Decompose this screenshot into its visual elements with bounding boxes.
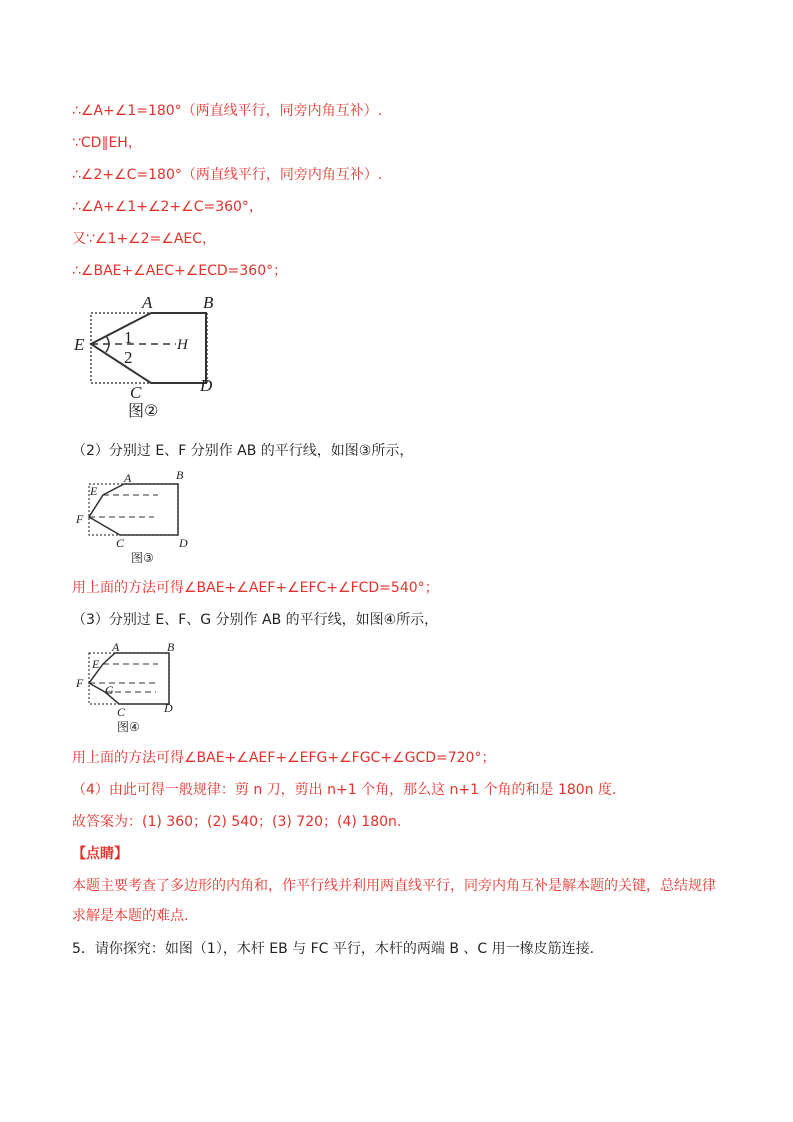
- fig2-label-E: E: [74, 335, 85, 354]
- fig2-label-C: C: [130, 383, 142, 402]
- part-4-text: （4）由此可得一般规律：剪 n 刀，剪出 n+1 个角，那么这 n+1 个角的和是 180n 度.: [72, 782, 617, 798]
- fig2-label-1: 1: [124, 328, 133, 347]
- fig3-label-D: D: [179, 536, 188, 550]
- fig2-label-D: D: [200, 376, 213, 395]
- part-2-text: （2）分别过 E、F 分别作 AB 的平行线，如图③所示，: [72, 443, 414, 459]
- fig3-label-F: F: [76, 512, 84, 526]
- part-3-result: 用上面的方法可得∠BAE+∠AEF+∠EFG+∠FGC+∠GCD=720°；: [72, 750, 496, 766]
- proof-line-1: ∴∠A+∠1=180°（两直线平行，同旁内角互补）.: [72, 103, 383, 119]
- part-2-result: 用上面的方法可得∠BAE+∠AEF+∠EFC+∠FCD=540°；: [72, 580, 439, 596]
- question-5: 5．请你探究：如图（1），木杆 EB 与 FC 平行，木杆的两端 B 、C 用一橡皮筋连接.: [72, 941, 595, 957]
- fig4-label-D: D: [164, 701, 173, 715]
- fig3-dotted-frame: [89, 484, 178, 535]
- fig4-dotted-frame: [89, 653, 169, 704]
- fig2-caption: 图②: [128, 401, 159, 420]
- fig4-polygon: [89, 653, 169, 704]
- commentary-line-1: 本题主要考查了多边形的内角和，作平行线并利用两直线平行，同旁内角互补是解本题的关键，总结规律: [72, 878, 716, 894]
- fig4-label-B: B: [167, 640, 175, 654]
- fig2-label-B: B: [203, 293, 214, 312]
- proof-line-4: ∴∠A+∠1+∠2+∠C=360°，: [72, 199, 263, 215]
- fig3-label-A: A: [124, 471, 132, 485]
- fig4-label-E: E: [92, 657, 100, 671]
- fig4-label-G: G: [105, 683, 114, 697]
- figure-2: [70, 290, 230, 420]
- fig3-caption: 图③: [131, 551, 154, 565]
- fig2-label-H: H: [177, 337, 188, 353]
- fig3-polygon: [89, 484, 178, 535]
- proof-line-6: ∴∠BAE+∠AEC+∠ECD=360°；: [72, 263, 288, 279]
- fig2-label-2: 2: [124, 348, 133, 367]
- fig4-label-C: C: [117, 705, 126, 719]
- figure-3: [72, 467, 202, 569]
- fig4-caption: 图④: [117, 720, 140, 734]
- proof-line-2: ∵CD∥EH，: [72, 135, 142, 151]
- part-3-text: （3）分别过 E、F、G 分别作 AB 的平行线，如图④所示，: [72, 612, 439, 628]
- fig4-label-F: F: [76, 676, 84, 690]
- commentary-heading: 【点睛】: [72, 846, 128, 862]
- fig4-label-A: A: [112, 640, 120, 654]
- proof-line-5: 又∵∠1+∠2=∠AEC，: [72, 231, 217, 247]
- fig3-label-E: E: [90, 484, 98, 498]
- fig3-label-B: B: [176, 468, 184, 482]
- figure-4: [72, 636, 192, 738]
- answer-line: 故答案为：(1) 360；(2) 540；(3) 720；(4) 180n.: [72, 814, 402, 830]
- fig3-label-C: C: [116, 536, 125, 550]
- fig2-label-A: A: [142, 293, 153, 312]
- commentary-line-2: 求解是本题的难点.: [72, 908, 189, 924]
- proof-line-3: ∴∠2+∠C=180°（两直线平行，同旁内角互补）.: [72, 167, 383, 183]
